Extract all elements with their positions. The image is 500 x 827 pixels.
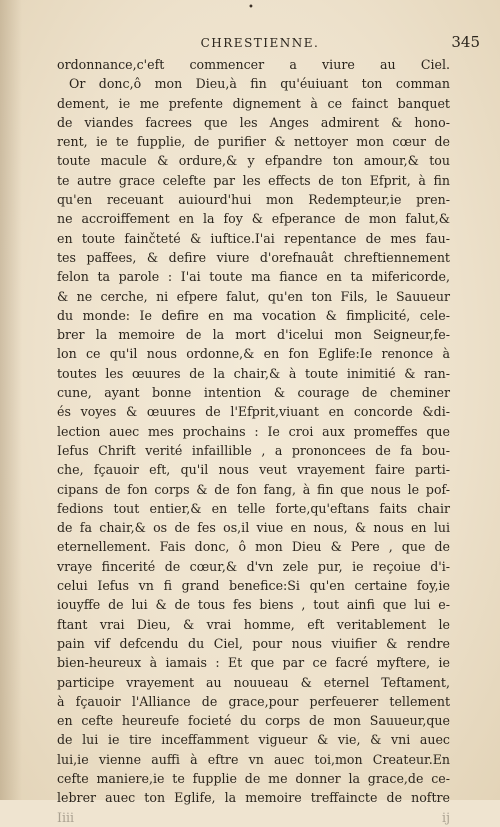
page-number: 345 <box>451 33 480 51</box>
text-line: participe vrayement au nouueau & eternel Teftament, <box>57 674 450 690</box>
text-line: che, fçauoir eft, qu'il nous veut vrayement faire parti- <box>57 462 450 478</box>
text-line: lection auec mes prochains : Ie croi aux promeffes que <box>57 423 450 439</box>
text-line: à fçauoir l'Alliance de grace,pour perfeuerer tellement <box>57 693 450 709</box>
text-line: pain vif defcendu du Ciel, pour nous viuifier & rendre <box>57 635 450 651</box>
text-line: vraye fincerité de cœur,& d'vn zele pur, ie reçoiue d'i- <box>57 558 450 574</box>
text-line: en cefte heureufe focieté du corps de mon Sauueur,que <box>57 713 450 729</box>
text-line: fedions tout entier,& en telle forte,qu'eftans faits chair <box>57 500 450 516</box>
text-line: lebrer auec ton Eglife, la memoire treffaincte de noftre <box>57 790 450 806</box>
body-text <box>57 55 450 827</box>
text-line: toute macule & ordure,& y efpandre ton amour,& tou <box>57 153 450 169</box>
text-line: de viandes facrees que les Anges admirent & hono- <box>57 114 450 130</box>
running-head <box>40 33 480 56</box>
text-line: celui Iefus vn fi grand benefice:Si qu'en certaine foy,ie <box>57 578 450 594</box>
text-line: de fa chair,& os de fes os,il viue en nous, & nous en lui <box>57 520 450 536</box>
text-line: iouyffe de lui & de tous fes biens , tout ainfi que lui e- <box>57 597 450 613</box>
text-line: rent, ie te fupplie, de purifier & nettoyer mon cœur de <box>57 134 450 150</box>
text-line: lon ce qu'il nous ordonne,& en fon Eglife:Ie renonce à <box>57 346 450 362</box>
text-line: ne accroiffement en la foy & efperance de mon falut,& <box>57 211 450 227</box>
text-line: cefte maniere,ie te fupplie de me donner la grace,de ce- <box>57 770 450 786</box>
text-line: te autre grace celefte par les effects de ton Efprit, à fin <box>57 172 450 188</box>
text-line: felon ta parole : I'ai toute ma fiance en ta mifericorde, <box>57 269 450 285</box>
binding-shadow <box>0 0 22 800</box>
text-line: brer la memoire de la mort d'icelui mon Seigneur,fe- <box>57 327 450 343</box>
text-line: du monde: Ie defire en ma vocation & fimplicité, cele- <box>57 307 450 323</box>
text-line: ordonnance,c'eft commencer a viure au Ciel. <box>57 57 450 72</box>
text-line: bien-heureux à iamais : Et que par ce facré myftere, ie <box>57 655 450 671</box>
text-line: toutes les œuures de la chair,& à toute inimitié & ran- <box>57 365 450 381</box>
text-line: és voyes & œuures de l'Efprit,viuant en concorde &di- <box>57 404 450 420</box>
signature-mark: Iiii ij <box>57 809 450 825</box>
top-dot-mark: • <box>248 2 254 13</box>
text-line: ftant vrai Dieu, & vrai homme, eft veritablement le <box>57 616 450 632</box>
running-title: CHRESTIENNE. <box>200 36 320 50</box>
text-line: lui,ie vienne auffi à eftre vn auec toi,mon Createur.En <box>57 751 450 767</box>
text-line: cipans de fon corps & de fon fang, à fin que nous le pof- <box>57 481 450 497</box>
text-line: de lui ie tire inceffamment vigueur & vie, & vni auec <box>57 732 450 748</box>
text-line: Or donc,ô mon Dieu,à fin qu'éuiuant ton comman <box>69 76 450 92</box>
text-line: & ne cerche, ni efpere falut, qu'en ton Fils, le Sauueur <box>57 288 450 304</box>
text-line: dement, ie me prefente dignement à ce fainct banquet <box>57 95 450 111</box>
text-line: Iefus Chrift verité infaillible , a prononcees de fa bou- <box>57 442 450 458</box>
text-line: cune, ayant bonne intention & courage de cheminer <box>57 385 450 401</box>
text-line: eternellement. Fais donc, ô mon Dieu & Pere , que de <box>57 539 450 555</box>
text-line: qu'en receuant auiourd'hui mon Redempteur,ie pren- <box>57 192 450 208</box>
text-line: en toute fainčteté & iuftice.I'ai repentance de mes fau- <box>57 230 450 246</box>
text-line: tes paffees, & defire viure d'orefnauât chreftiennement <box>57 249 450 265</box>
